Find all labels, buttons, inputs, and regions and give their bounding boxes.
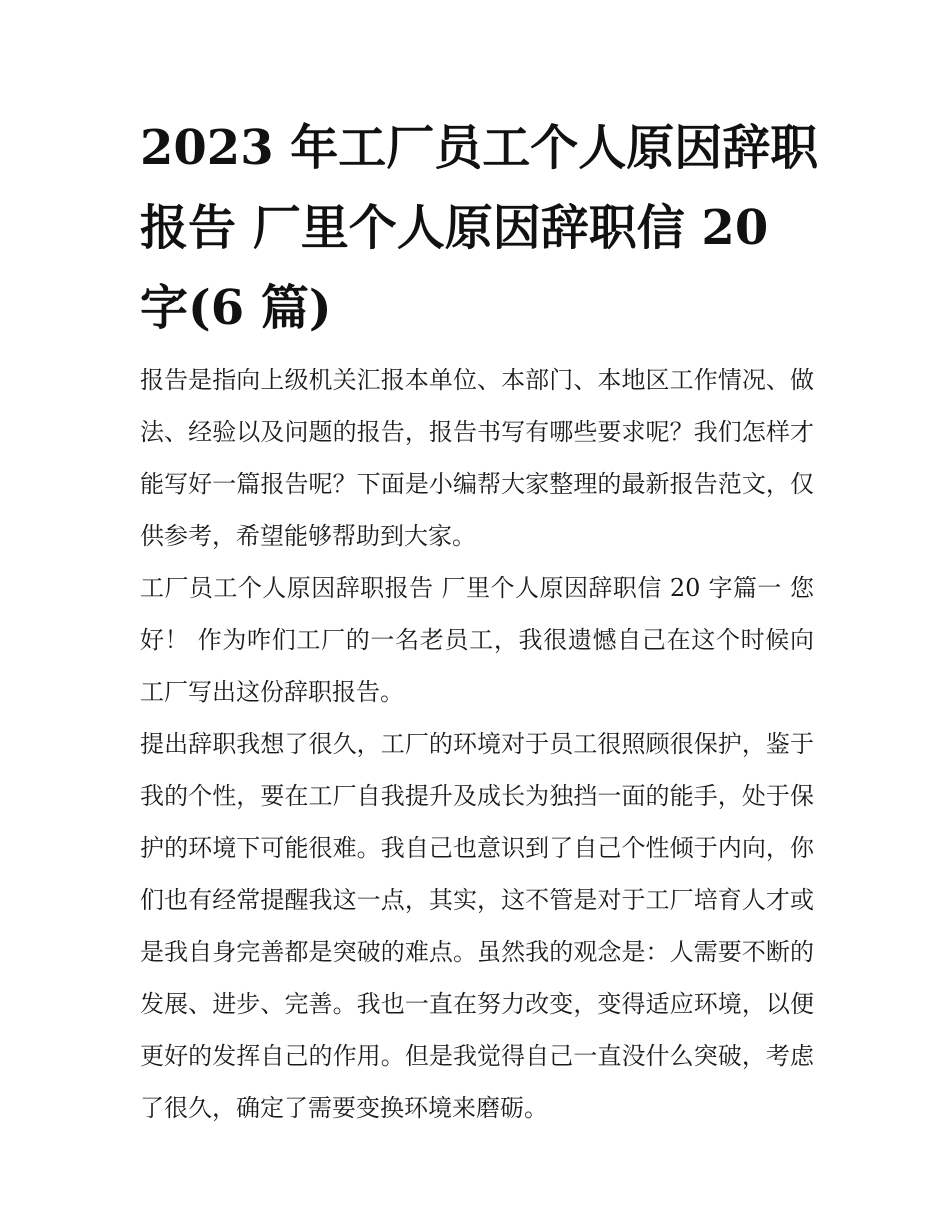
paragraph-letter-reason: 提出辞职我想了很久，工厂的环境对于员工很照顾很保护，鉴于我的个性，要在工厂自我提升及成长为独挡一面的能手，处于保护的环境下可能很难。我自己也意识到了自己个性倾于内向，你们也有经常提醒我这一点，其实，这不管是对于工厂培育人才或是我自身完善都是突破的难点。虽然我的观念是：人需要不断的发展、进步、完善。我也一直在努力改变，变得适应环境，以便更好的发挥自己的作用。但是我觉得自己一直没什么突破，考虑了很久，确定了需要变换环境来磨砺。 xyxy=(140,730,814,1122)
document-body xyxy=(140,354,814,1134)
paragraph-letter-opening: 工厂员工个人原因辞职报告 厂里个人原因辞职信 20 字篇一 您好！ 作为咋们工厂的一名老员工，我很遗憾自己在这个时候向工厂写出这份辞职报告。 xyxy=(140,574,814,706)
document-title: 2023 年工厂员工个人原因辞职报告 厂里个人原因辞职信 20 字(6 篇) xyxy=(140,120,819,336)
paragraph-intro: 报告是指向上级机关汇报本单位、本部门、本地区工作情况、做法、经验以及问题的报告，报告书写有哪些要求呢？我们怎样才能写好一篇报告呢？下面是小编帮大家整理的最新报告范文，仅供参考，希望能够帮助到大家。 xyxy=(140,366,814,550)
